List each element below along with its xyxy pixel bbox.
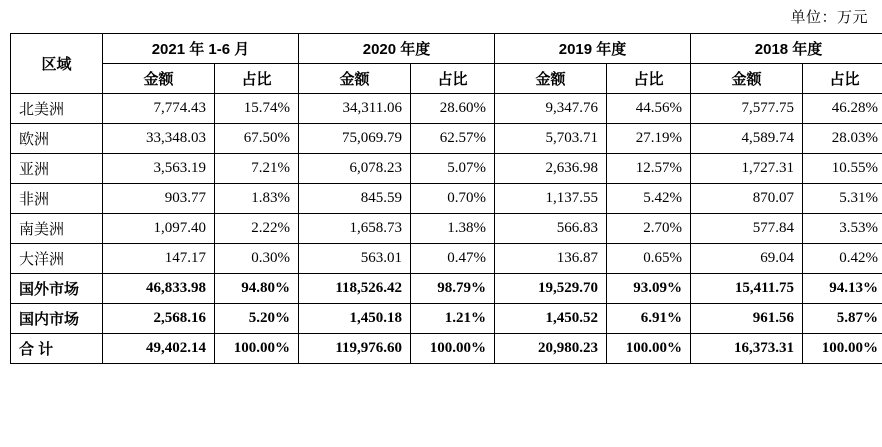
cell-percent: 0.42% bbox=[803, 244, 882, 274]
cell-percent: 12.57% bbox=[607, 154, 691, 184]
cell-percent: 94.80% bbox=[215, 274, 299, 304]
cell-amount: 563.01 bbox=[299, 244, 411, 274]
cell-amount: 3,563.19 bbox=[103, 154, 215, 184]
cell-percent: 10.55% bbox=[803, 154, 882, 184]
cell-percent: 3.53% bbox=[803, 214, 882, 244]
cell-amount: 69.04 bbox=[691, 244, 803, 274]
cell-amount: 20,980.23 bbox=[495, 334, 607, 364]
cell-amount: 1,658.73 bbox=[299, 214, 411, 244]
table-row bbox=[11, 94, 882, 124]
cell-amount: 147.17 bbox=[103, 244, 215, 274]
cell-amount: 16,373.31 bbox=[691, 334, 803, 364]
cell-percent: 27.19% bbox=[607, 124, 691, 154]
header-sub-amount-0: 金额 bbox=[103, 64, 215, 94]
cell-amount: 566.83 bbox=[495, 214, 607, 244]
cell-percent: 94.13% bbox=[803, 274, 882, 304]
unit-note: 单位：万元 bbox=[790, 9, 868, 26]
cell-percent: 2.22% bbox=[215, 214, 299, 244]
header-period-3: 2018 年度 bbox=[691, 34, 882, 64]
row-region-label: 欧洲 bbox=[11, 124, 103, 154]
cell-amount: 6,078.23 bbox=[299, 154, 411, 184]
cell-amount: 136.87 bbox=[495, 244, 607, 274]
cell-amount: 9,347.76 bbox=[495, 94, 607, 124]
cell-percent: 5.42% bbox=[607, 184, 691, 214]
cell-percent: 0.30% bbox=[215, 244, 299, 274]
cell-amount: 903.77 bbox=[103, 184, 215, 214]
table-row bbox=[11, 244, 882, 274]
header-region: 区域 bbox=[11, 34, 103, 94]
cell-percent: 93.09% bbox=[607, 274, 691, 304]
cell-percent: 67.50% bbox=[215, 124, 299, 154]
table-row bbox=[11, 124, 882, 154]
cell-percent: 5.07% bbox=[411, 154, 495, 184]
cell-amount: 1,450.18 bbox=[299, 304, 411, 334]
cell-amount: 577.84 bbox=[691, 214, 803, 244]
cell-percent: 98.79% bbox=[411, 274, 495, 304]
cell-percent: 1.21% bbox=[411, 304, 495, 334]
cell-amount: 5,703.71 bbox=[495, 124, 607, 154]
row-region-label: 亚洲 bbox=[11, 154, 103, 184]
header-sub-percent-2: 占比 bbox=[607, 64, 691, 94]
cell-percent: 0.70% bbox=[411, 184, 495, 214]
header-period-1: 2020 年度 bbox=[299, 34, 495, 64]
cell-percent: 100.00% bbox=[411, 334, 495, 364]
cell-amount: 19,529.70 bbox=[495, 274, 607, 304]
row-region-label: 北美洲 bbox=[11, 94, 103, 124]
cell-percent: 2.70% bbox=[607, 214, 691, 244]
cell-percent: 100.00% bbox=[803, 334, 882, 364]
cell-amount: 33,348.03 bbox=[103, 124, 215, 154]
table-row bbox=[11, 274, 882, 304]
row-region-label: 大洋洲 bbox=[11, 244, 103, 274]
cell-amount: 870.07 bbox=[691, 184, 803, 214]
header-sub-percent-1: 占比 bbox=[411, 64, 495, 94]
cell-percent: 6.91% bbox=[607, 304, 691, 334]
table-row bbox=[11, 304, 882, 334]
cell-percent: 62.57% bbox=[411, 124, 495, 154]
cell-amount: 1,727.31 bbox=[691, 154, 803, 184]
cell-percent: 46.28% bbox=[803, 94, 882, 124]
header-row-subs bbox=[11, 64, 882, 94]
cell-percent: 28.03% bbox=[803, 124, 882, 154]
table-header bbox=[11, 34, 882, 94]
table-row bbox=[11, 214, 882, 244]
cell-amount: 34,311.06 bbox=[299, 94, 411, 124]
row-region-label: 南美洲 bbox=[11, 214, 103, 244]
cell-amount: 2,568.16 bbox=[103, 304, 215, 334]
cell-percent: 28.60% bbox=[411, 94, 495, 124]
cell-amount: 1,097.40 bbox=[103, 214, 215, 244]
header-period-2: 2019 年度 bbox=[495, 34, 691, 64]
cell-amount: 49,402.14 bbox=[103, 334, 215, 364]
cell-percent: 100.00% bbox=[215, 334, 299, 364]
cell-amount: 7,774.43 bbox=[103, 94, 215, 124]
cell-amount: 46,833.98 bbox=[103, 274, 215, 304]
cell-percent: 1.83% bbox=[215, 184, 299, 214]
cell-amount: 845.59 bbox=[299, 184, 411, 214]
cell-percent: 15.74% bbox=[215, 94, 299, 124]
cell-amount: 15,411.75 bbox=[691, 274, 803, 304]
cell-percent: 0.65% bbox=[607, 244, 691, 274]
cell-amount: 4,589.74 bbox=[691, 124, 803, 154]
table-row bbox=[11, 334, 882, 364]
cell-percent: 5.31% bbox=[803, 184, 882, 214]
cell-amount: 1,450.52 bbox=[495, 304, 607, 334]
header-sub-amount-1: 金额 bbox=[299, 64, 411, 94]
header-sub-amount-2: 金额 bbox=[495, 64, 607, 94]
cell-amount: 7,577.75 bbox=[691, 94, 803, 124]
row-region-label: 合 计 bbox=[11, 334, 103, 364]
cell-percent: 1.38% bbox=[411, 214, 495, 244]
table-body bbox=[11, 94, 882, 364]
table-row bbox=[11, 154, 882, 184]
revenue-by-region-table bbox=[10, 33, 882, 364]
cell-percent: 44.56% bbox=[607, 94, 691, 124]
cell-percent: 5.20% bbox=[215, 304, 299, 334]
cell-percent: 0.47% bbox=[411, 244, 495, 274]
cell-percent: 5.87% bbox=[803, 304, 882, 334]
row-region-label: 非洲 bbox=[11, 184, 103, 214]
cell-amount: 119,976.60 bbox=[299, 334, 411, 364]
header-period-0: 2021 年 1-6 月 bbox=[103, 34, 299, 64]
cell-amount: 2,636.98 bbox=[495, 154, 607, 184]
cell-amount: 75,069.79 bbox=[299, 124, 411, 154]
header-row-periods bbox=[11, 34, 882, 64]
header-sub-amount-3: 金额 bbox=[691, 64, 803, 94]
cell-amount: 961.56 bbox=[691, 304, 803, 334]
header-sub-percent-3: 占比 bbox=[803, 64, 882, 94]
row-region-label: 国内市场 bbox=[11, 304, 103, 334]
table-row bbox=[11, 184, 882, 214]
cell-percent: 7.21% bbox=[215, 154, 299, 184]
cell-percent: 100.00% bbox=[607, 334, 691, 364]
row-region-label: 国外市场 bbox=[11, 274, 103, 304]
cell-amount: 118,526.42 bbox=[299, 274, 411, 304]
header-sub-percent-0: 占比 bbox=[215, 64, 299, 94]
cell-amount: 1,137.55 bbox=[495, 184, 607, 214]
